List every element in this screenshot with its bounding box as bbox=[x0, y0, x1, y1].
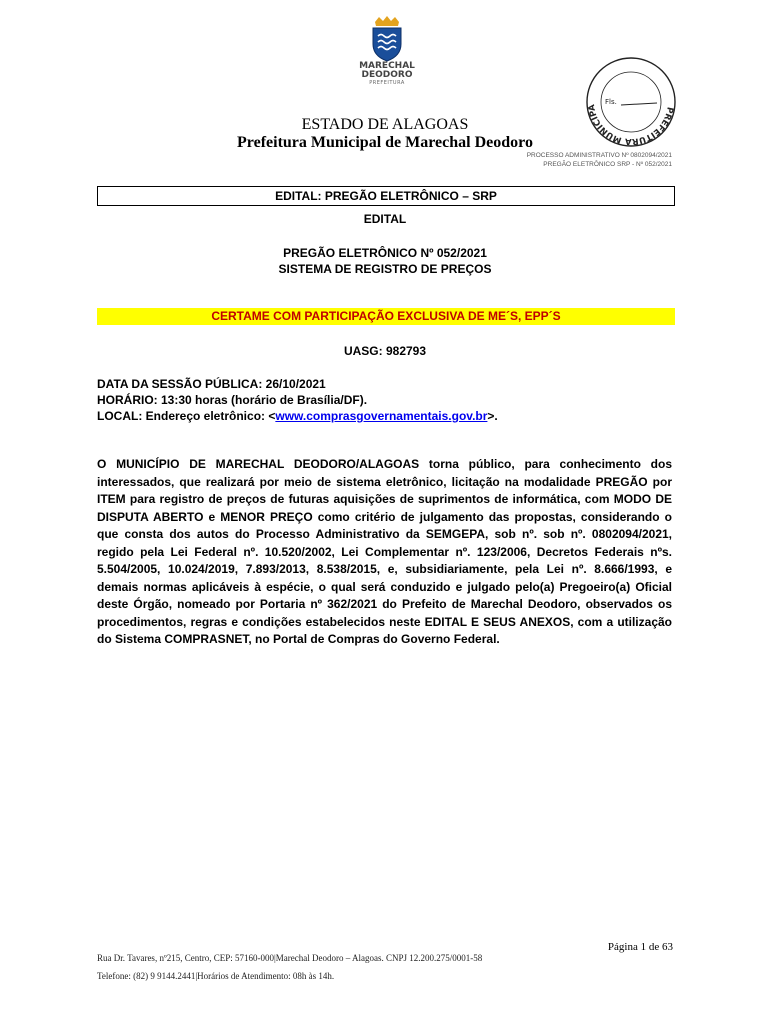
compras-link[interactable]: www.comprasgovernamentais.gov.br bbox=[275, 409, 488, 423]
exclusive-participation-banner bbox=[97, 308, 675, 325]
logo-line3: PREFEITURA bbox=[369, 80, 405, 86]
logo-line1: MARECHAL bbox=[359, 61, 415, 71]
pregao-ref: PREGÃO ELETRÔNICO SRP - Nº 052/2021 bbox=[543, 161, 672, 168]
stamp-fls: Fls. bbox=[605, 98, 617, 106]
session-date: DATA DA SESSÃO PÚBLICA: 26/10/2021 bbox=[97, 377, 326, 391]
edital-heading: EDITAL bbox=[363, 212, 407, 226]
session-location bbox=[97, 409, 498, 423]
location-prefix: LOCAL: Endereço eletrônico: < bbox=[97, 409, 276, 423]
state-title: ESTADO DE ALAGOAS bbox=[301, 116, 469, 133]
edital-title-box bbox=[97, 186, 675, 206]
page-number: Página 1 de 63 bbox=[607, 941, 673, 953]
city-logo bbox=[355, 16, 419, 94]
edital-body-paragraph: O MUNICÍPIO DE MARECHAL DEODORO/ALAGOAS torna público, para conhecimento dos interessados, que realizará por meio de sistema eletrônico, licitação na modalidade PREGÃO por ITEM para registro de preços de futuras aquisições de suprimentos de informática, com MODO DE DISPUTA ABERTO e MENOR PREÇO como critério de julgamento das propostas, considerando o que consta dos autos do Processo Administrativo da SEMGEPA, sob nº. sob nº. 0802094/2021, regido pela Lei Federal nº. 10.520/2002, Lei Complementar nº. 123/2006, Decretos Federais nºs. 5.504/2005, 10.024/2019, 7.893/2013, 8.538/2015, e, subsidiariamente, pela Lei nº. 8.666/1993, e demais normas aplicáveis à espécie, o qual será conduzido e julgado pelo(a) Pregoeiro(a) Oficial deste Órgão, nomeado por Portaria nº 362/2021 do Prefeito de Marechal Deodoro, observados os procedimentos, regras e condições estabelecidos neste EDITAL E SEUS ANEXOS, com a utilização do Sistema COMPRASNET, no Portal de Compras do Governo Federal. bbox=[97, 457, 672, 646]
sistema-registro: SISTEMA DE REGISTRO DE PREÇOS bbox=[278, 262, 492, 276]
stamp-ring-text: PREFEITURA MUNICIPA bbox=[586, 103, 675, 147]
pregao-number: PREGÃO ELETRÔNICO Nº 052/2021 bbox=[283, 246, 487, 260]
footer-phone: Telefone: (82) 9 9144.2441|Horários de Atendimento: 08h às 14h. bbox=[97, 971, 335, 981]
certame-text: CERTAME COM PARTICIPAÇÃO EXCLUSIVA DE ME´S, EPP´S bbox=[211, 309, 561, 323]
processo-ref: PROCESSO ADMINISTRATIVO Nº 0802094/2021 bbox=[526, 152, 672, 159]
footer-address: Rua Dr. Tavares, nº215, Centro, CEP: 57160-000|Marechal Deodoro – Alagoas. CNPJ 12.200.275/0001-58 bbox=[97, 953, 483, 963]
location-suffix: >. bbox=[487, 409, 498, 423]
prefeitura-title: Prefeitura Municipal de Marechal Deodoro bbox=[237, 134, 533, 151]
logo-line2: DEODORO bbox=[361, 70, 413, 80]
uasg: UASG: 982793 bbox=[343, 344, 427, 358]
edital-box-title: EDITAL: PREGÃO ELETRÔNICO – SRP bbox=[275, 189, 497, 203]
crest-icon bbox=[370, 16, 404, 62]
session-time: HORÁRIO: 13:30 horas (horário de Brasília/DF). bbox=[97, 393, 368, 407]
